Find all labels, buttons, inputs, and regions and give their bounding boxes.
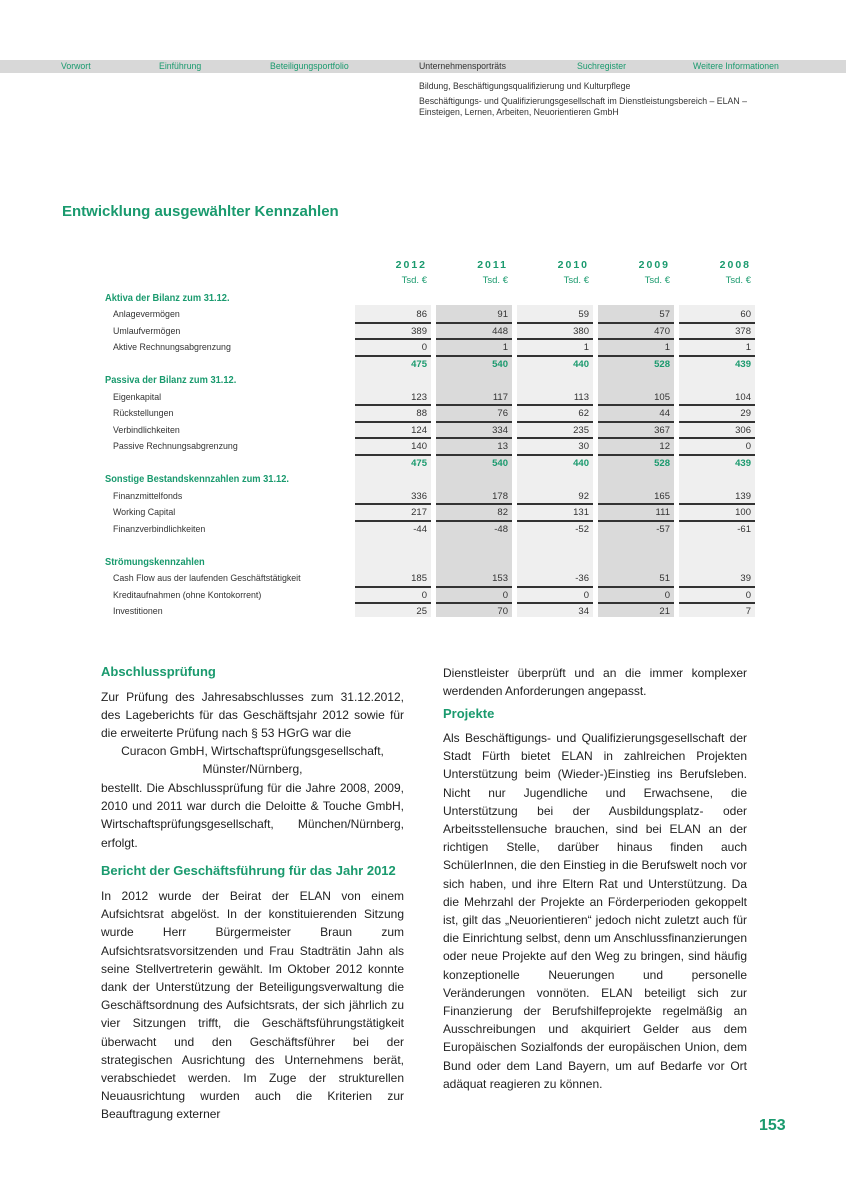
row-label: Passive Rechnungsabgrenzung	[113, 441, 238, 452]
table-row	[0, 339, 846, 356]
cell-value: 57	[598, 309, 674, 324]
row-label: Aktive Rechnungsabgrenzung	[113, 342, 231, 353]
breadcrumb-company-2: Einsteigen, Lernen, Arbeiten, Neuorientieren GmbH	[419, 107, 619, 118]
cell-value: 540	[492, 457, 508, 469]
cell-value: 70	[497, 606, 508, 617]
cell-value: 439	[735, 457, 751, 469]
cell-value: 153	[436, 573, 512, 588]
unit-header: Tsd. €	[644, 275, 670, 286]
table-row	[0, 603, 846, 620]
cell-value: 334	[436, 425, 512, 440]
row-label: Umlaufvermögen	[113, 325, 181, 337]
bericht-continuation: Dienstleister überprüft und an die immer komplexer werdenden Anforderungen angepasst.	[443, 666, 747, 699]
cell-value: 440	[573, 457, 589, 469]
cell-value: 29	[679, 408, 755, 423]
cell-value: 475	[411, 457, 427, 469]
cell-value: 21	[659, 606, 670, 617]
cell-value: 51	[598, 573, 674, 588]
table-row	[0, 455, 846, 472]
row-label: Passiva der Bilanz zum 31.12.	[105, 375, 237, 386]
table-row	[0, 471, 846, 488]
year-header: 2009	[638, 259, 670, 271]
cell-value: 30	[517, 441, 593, 456]
projekte-paragraph: Als Beschäftigungs- und Qualifizierungsgesellschaft der Stadt Fürth bietet ELAN in zahlreichen Projekten Unterstützung beim (Wieder-)Einstieg ins Berufsleben. Nicht nur Jugendliche und Erwachsene, die Unterstützung bei der Ausbildungsplatz- oder Arbeitsstellensuche brauchen, sind bei ELAN an der richtigen Stelle, darüber hinaus finden auch SchülerInnen, die den Einstieg in die Berufswelt noch vor sich haben, und ihre Eltern Rat und Unterstützung. Da die Mehrzahl der Projekte an Förderperioden gekoppelt ist, gilt das „Neuorientieren“ jedoch nicht zuletzt auch für die Einrichtung selbst, denn um Anschlussfinanzierungen oder neue Projekte auf den Weg zu bringen, sind häufig konzeptionelle Neuerungen und personelle Veränderungen vonnöten. ELAN beteiligt sich zur Finanzierung der Berufshilfeprojekte regelmäßig an Ausschreibungen und akquiriert Gelder aus dem Europäischen Sozialfonds der europäischen Union, dem Bund oder dem Land Bayern, um auf Bedarfe vor Ort adäquat reagieren zu können.	[443, 731, 747, 1091]
auditor-line-2: Münster/Nürnberg,	[202, 762, 303, 776]
nav-weitere-informationen[interactable]: Weitere Informationen	[693, 61, 779, 72]
table-row	[0, 521, 846, 538]
breadcrumb-category: Bildung, Beschäftigungsqualifizierung und Kulturpflege	[419, 81, 631, 92]
cell-value: 336	[355, 491, 431, 506]
nav-vorwort[interactable]: Vorwort	[61, 61, 91, 72]
year-header: 2008	[719, 259, 751, 271]
nav-suchregister[interactable]: Suchregister	[577, 61, 627, 72]
cell-value: 105	[598, 392, 674, 407]
unit-header: Tsd. €	[725, 275, 751, 286]
unit-header: Tsd. €	[482, 275, 508, 286]
unit-header: Tsd. €	[563, 275, 589, 286]
table-row	[0, 422, 846, 439]
cell-value: 117	[436, 392, 512, 407]
cell-value: 59	[517, 309, 593, 324]
cell-value: 235	[517, 425, 593, 440]
cell-value: 12	[598, 441, 674, 456]
row-label: Aktiva der Bilanz zum 31.12.	[105, 292, 230, 304]
table-row	[0, 504, 846, 521]
cell-value: 540	[492, 358, 508, 370]
cell-value: 528	[654, 457, 670, 469]
table-row	[0, 537, 846, 554]
cell-value: 100	[679, 507, 755, 522]
cell-value: 60	[679, 309, 755, 324]
cell-value: 389	[355, 326, 431, 341]
table-row	[0, 306, 846, 323]
table-row	[0, 438, 846, 455]
table-row	[0, 488, 846, 505]
row-label: Anlagevermögen	[113, 309, 180, 320]
nav-unternehmensportraets[interactable]: Unternehmensporträts	[419, 61, 506, 72]
row-label: Sonstige Bestandskennzahlen zum 31.12.	[105, 474, 289, 485]
table-row	[0, 554, 846, 571]
cell-value: 111	[598, 507, 674, 522]
cell-value: 34	[578, 606, 589, 617]
cell-value: 470	[598, 326, 674, 341]
cell-value: 7	[745, 606, 751, 617]
table-row	[0, 290, 846, 307]
nav-beteiligungsportfolio[interactable]: Beteiligungsportfolio	[270, 61, 349, 72]
row-label: Strömungskennzahlen	[105, 556, 205, 568]
cell-value: -44	[413, 523, 427, 535]
breadcrumb-company-1: Beschäftigungs- und Qualifizierungsgesellschaft im Dienstleistungsbereich – ELAN –	[419, 96, 747, 107]
table-row	[0, 405, 846, 422]
row-label: Cash Flow aus der laufenden Geschäftstätigkeit	[113, 573, 301, 584]
cell-value: 185	[355, 573, 431, 588]
row-label: Verbindlichkeiten	[113, 424, 180, 436]
cell-value: 378	[679, 326, 755, 341]
cell-value: 88	[355, 408, 431, 423]
cell-value: 82	[436, 507, 512, 522]
cell-value: 86	[355, 309, 431, 324]
bericht-paragraph: In 2012 wurde der Beirat der ELAN von einem Aufsichtsrat abgelöst. In der konstituierenden Sitzung wurde Herr Bürgermeister Braun zum Aufsichtsratsvorsitzenden und Frau Stadträtin Jahn als seine Stellvertreterin gewählt. Im Oktober 2012 konnte dank der Unterstützung der Beteiligungsverwaltung die Geschäftsordnung des Aufsichtsrats, der sich jährlich zu vier Sitzungen trifft, die Geschäftsführungstätigkeit überwacht und den Geschäftsführer bei der strategischen Ausrichtung des Unternehmens berät, verabschiedet werden. Im Zuge der strukturellen Neuausrichtung wurden auch die Kriterien zur Beauftragung externer	[101, 889, 404, 1122]
row-label: Finanzverbindlichkeiten	[113, 523, 206, 535]
row-label: Finanzmittelfonds	[113, 490, 183, 502]
table-row	[0, 323, 846, 340]
heading-bericht: Bericht der Geschäftsführung für das Jahr 2012	[101, 863, 396, 878]
cell-value: 44	[598, 408, 674, 423]
year-header: 2010	[557, 259, 589, 271]
cell-value: 131	[517, 507, 593, 522]
cell-value: 0	[679, 590, 755, 605]
cell-value: 1	[679, 342, 755, 357]
table-row	[0, 372, 846, 389]
cell-value: -52	[575, 523, 589, 535]
cell-value: 104	[679, 392, 755, 407]
cell-value: 62	[517, 408, 593, 423]
abschluss-paragraph: Zur Prüfung des Jahresabschlusses zum 31.12.2012, des Lageberichts für das Geschäftsjahr 2012 sowie für die erweiterte Prüfung nach § 53 HGrG war die	[101, 690, 404, 741]
cell-value: 39	[679, 573, 755, 588]
heading-abschlusspruefung: Abschlussprüfung	[101, 664, 216, 679]
cell-value: -36	[517, 573, 593, 588]
cell-value: 140	[355, 441, 431, 456]
cell-value: -48	[494, 523, 508, 535]
cell-value: 139	[679, 491, 755, 506]
cell-value: 0	[679, 441, 755, 456]
table-row	[0, 587, 846, 604]
row-label: Working Capital	[113, 507, 176, 518]
cell-value: 113	[517, 392, 593, 407]
cell-value: 380	[517, 326, 593, 341]
cell-value: 448	[436, 326, 512, 341]
cell-value: 123	[355, 392, 431, 407]
year-header: 2012	[395, 259, 427, 271]
cell-value: 0	[517, 590, 593, 605]
top-navigation	[0, 60, 846, 73]
table-row	[0, 570, 846, 587]
page-number: 153	[759, 1117, 786, 1134]
cell-value: 1	[598, 342, 674, 357]
nav-einfuehrung[interactable]: Einführung	[159, 61, 202, 72]
cell-value: 217	[355, 507, 431, 522]
cell-value: 124	[355, 425, 431, 440]
cell-value: 0	[355, 590, 431, 605]
page-title: Entwicklung ausgewählter Kennzahlen	[62, 203, 339, 220]
row-label: Eigenkapital	[113, 391, 162, 403]
table-row	[0, 389, 846, 406]
cell-value: 165	[598, 491, 674, 506]
unit-header: Tsd. €	[401, 275, 427, 286]
cell-value: 91	[436, 309, 512, 324]
cell-value: -61	[737, 523, 751, 535]
row-label: Rückstellungen	[113, 408, 174, 419]
heading-projekte: Projekte	[443, 706, 495, 721]
cell-value: 178	[436, 491, 512, 506]
year-header: 2011	[477, 259, 508, 271]
auditor-line-1: Curacon GmbH, Wirtschaftsprüfungsgesellschaft,	[121, 744, 384, 758]
cell-value: 306	[679, 425, 755, 440]
cell-value: 1	[517, 342, 593, 357]
cell-value: 0	[355, 342, 431, 357]
cell-value: 0	[598, 590, 674, 605]
cell-value: 76	[436, 408, 512, 423]
cell-value: -57	[656, 523, 670, 535]
cell-value: 439	[735, 358, 751, 370]
cell-value: 0	[436, 590, 512, 605]
cell-value: 528	[654, 358, 670, 370]
cell-value: 367	[598, 425, 674, 440]
row-label: Kreditaufnahmen (ohne Kontokorrent)	[113, 589, 262, 601]
row-label: Investitionen	[113, 606, 163, 617]
cell-value: 13	[436, 441, 512, 456]
table-row	[0, 356, 846, 373]
cell-value: 25	[416, 606, 427, 617]
cell-value: 92	[517, 491, 593, 506]
cell-value: 475	[411, 358, 427, 370]
abschluss-paragraph-2: bestellt. Die Abschlussprüfung für die Jahre 2008, 2009, 2010 und 2011 war durch die Deloitte & Touche GmbH, Wirtschaftsprüfungsgesellschaft, München/Nürnberg, erfolgt.	[101, 781, 404, 850]
cell-value: 440	[573, 358, 589, 370]
cell-value: 1	[436, 342, 512, 357]
